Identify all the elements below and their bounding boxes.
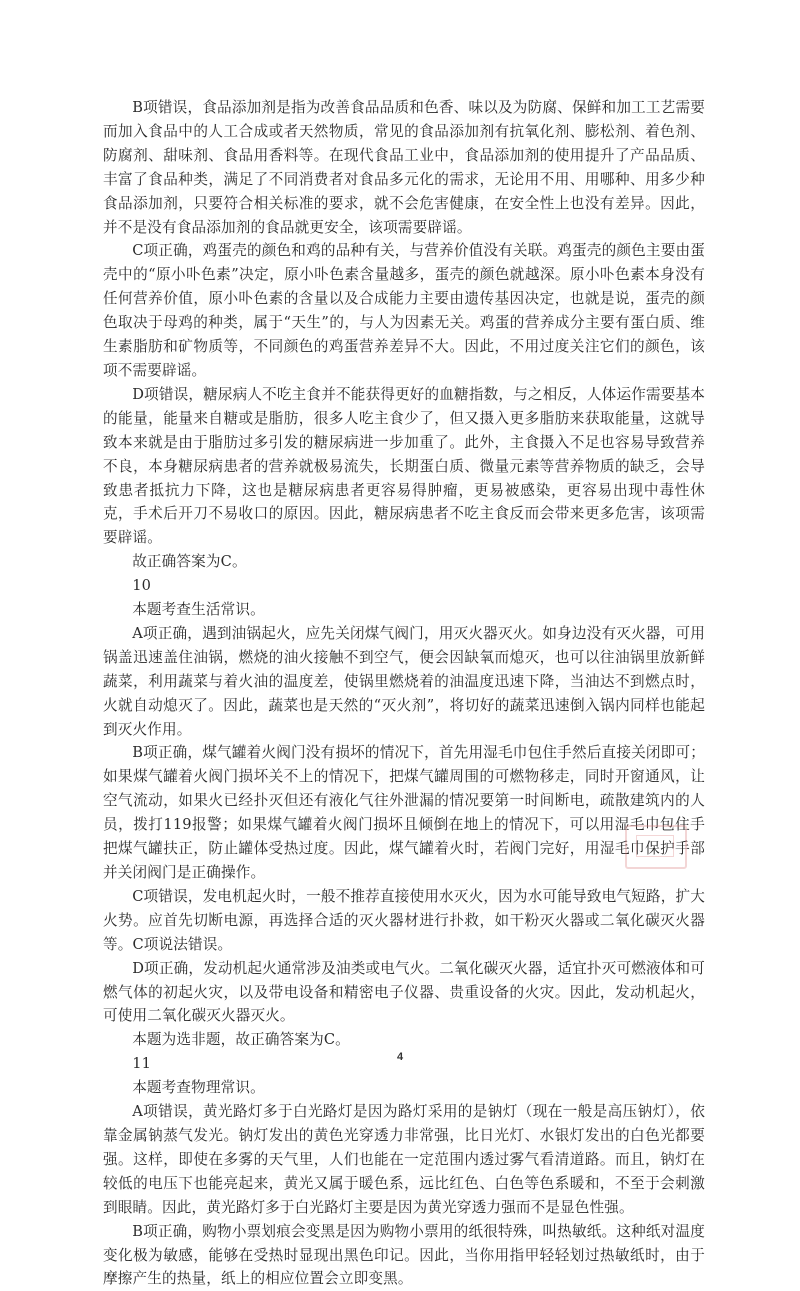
paragraph-11-option-b: B项正确，购物小票划痕会变黑是因为购物小票用的纸很特殊，叫热敏纸。这种纸对温度变化极为敏感，能够在受热时显现出黑色印记。因此，当你用指甲轻轻划过热敏纸时，由于摩擦产生的热量，纸上的相应位置会立即变黑。 — [103, 1222, 705, 1288]
paragraph-option-b-additives: B项错误，食品添加剂是指为改善食品品质和色香、味以及为防腐、保鲜和加工工艺需要而加入食品中的人工合成或者天然物质，常见的食品添加剂有抗氧化剂、膨松剂、着色剂、防腐剂、甜味剂、食品用香料等。在现代食品工业中，食品添加剂的使用提升了产品品质、丰富了食品种类，满足了不同消费者对食品多元化的需求，无论用不用、用哪种、用多少种食品添加剂，只要符合相关标准的要求，就不会危害健康，在安全性上也没有差异。因此，并不是没有食品添加剂的食品就更安全，该项需要辟谣。 — [103, 99, 705, 236]
paragraph-10-option-b: B项正确，煤气罐着火阀门没有损坏的情况下，首先用湿毛巾包住手然后直接关闭即可；如果煤气罐着火阀门损坏关不上的情况下，把煤气罐周围的可燃物移走，同时开窗通风，让空气流动，如果火已经扑灭但还有液化气往外泄漏的情况要第一时间断电，疏散建筑内的人员，拨打119报警；如果煤气罐着火阀门损坏且倾倒在地上的情况下，可以用湿毛巾包住手把煤气罐扶正，防止罐体受热过度。因此，煤气罐着火时，若阀门完好，用湿毛巾保护手部并关闭阀门是正确操作。 — [103, 744, 705, 881]
paragraph-topic-10: 本题考查生活常识。 — [132, 601, 265, 619]
stamp-watermark — [625, 825, 687, 869]
paragraph-option-c-eggshell: C项正确，鸡蛋壳的颜色和鸡的品种有关，与营养价值没有关联。鸡蛋壳的颜色主要由蛋壳中的“原小卟色素”决定，原小卟色素含量越多，蛋壳的颜色就越深。原小卟色素本身没有任何营养价值，原小卟色素的含量以及合成能力主要由遗传基因决定，也就是说，蛋壳的颜色取决于母鸡的种类，属于“天生”的，与人为因素无关。鸡蛋的营养成分主要有蛋白质、维生素脂肪和矿物质等，不同颜色的鸡蛋营养差异不大。因此，不用过度关注它们的颜色，该项不需要辟谣。 — [103, 242, 705, 379]
paragraph-option-d-diabetes: D项错误，糖尿病人不吃主食并不能获得更好的血糖指数，与之相反，人体运作需要基本的能量，能量来自糖或是脂肪，很多人吃主食少了，但又摄入更多脂肪来获取能量，这就导致本来就是由于脂肪过多引发的糖尿病进一步加重了。此外，主食摄入不足也容易导致营养不良，本身糖尿病患者的营养就极易流失，长期蛋白质、微量元素等营养物质的缺乏，会导致患者抵抗力下降，这也是糖尿病患者更容易得肿瘤，更易被感染，更容易出现中毒性休克，手术后开刀不易收口的原因。因此，糖尿病患者不吃主食反而会带来更多危害，该项需要辟谣。 — [103, 385, 705, 547]
page-number: 4 — [396, 1051, 404, 1063]
paragraph-answer-10: 本题为选非题，故正确答案为C。 — [132, 1031, 350, 1049]
paragraph-11-option-a: A项错误，黄光路灯多于白光路灯是因为路灯采用的是钠灯（现在一般是高压钠灯），依靠金属钠蒸气发光。钠灯发出的黄色光穿透力非常强，比日光灯、水银灯发出的白色光都要强。这样，即使在多雾的天气里，人们也能在一定范围内透过雾气看清道路。而且，钠灯在较低的电压下也能亮起来，黄光又属于暖色系，远比红色、白色等色系暖和，不至于会刺激到眼睛。因此，黄光路灯多于白光路灯主要是因为黄光穿透力强而不是显色性强。 — [103, 1103, 705, 1216]
document-body — [103, 96, 705, 1291]
question-number-10: 10 — [132, 577, 152, 595]
paragraph-10-option-c: C项错误，发电机起火时，一般不推荐直接使用水灭火，因为水可能导致电气短路，扩大火势。应首先切断电源，再选择合适的灭火器材进行扑救，如干粉灭火器或二氧化碳灭火器等。C项说法错误。 — [103, 887, 705, 953]
paragraph-topic-11: 本题考查物理常识。 — [132, 1079, 265, 1097]
question-number-11: 11 — [132, 1055, 152, 1073]
paragraph-answer-9: 故正确答案为C。 — [132, 553, 247, 571]
paragraph-10-option-d: D项正确，发动机起火通常涉及油类或电气火。二氧化碳灭火器，适宜扑灭可燃液体和可燃气体的初起火灾，以及带电设备和精密电子仪器、贵重设备的火灾。因此，发动机起火，可使用二氧化碳灭火器灭火。 — [103, 959, 705, 1025]
paragraph-10-option-a: A项正确，遇到油锅起火，应先关闭煤气阀门，用灭火器灭火。如身边没有灭火器，可用锅盖迅速盖住油锅，燃烧的油火接触不到空气，便会因缺氧而熄灭，也可以往油锅里放新鲜蔬菜，利用蔬菜与着火油的温度差，使锅里燃烧着的油温度迅速下降，当油达不到燃点时，火就自动熄灭了。因此，蔬菜也是天然的“灭火剂”，将切好的蔬菜迅速倒入锅内同样也能起到灭火作用。 — [103, 624, 705, 738]
